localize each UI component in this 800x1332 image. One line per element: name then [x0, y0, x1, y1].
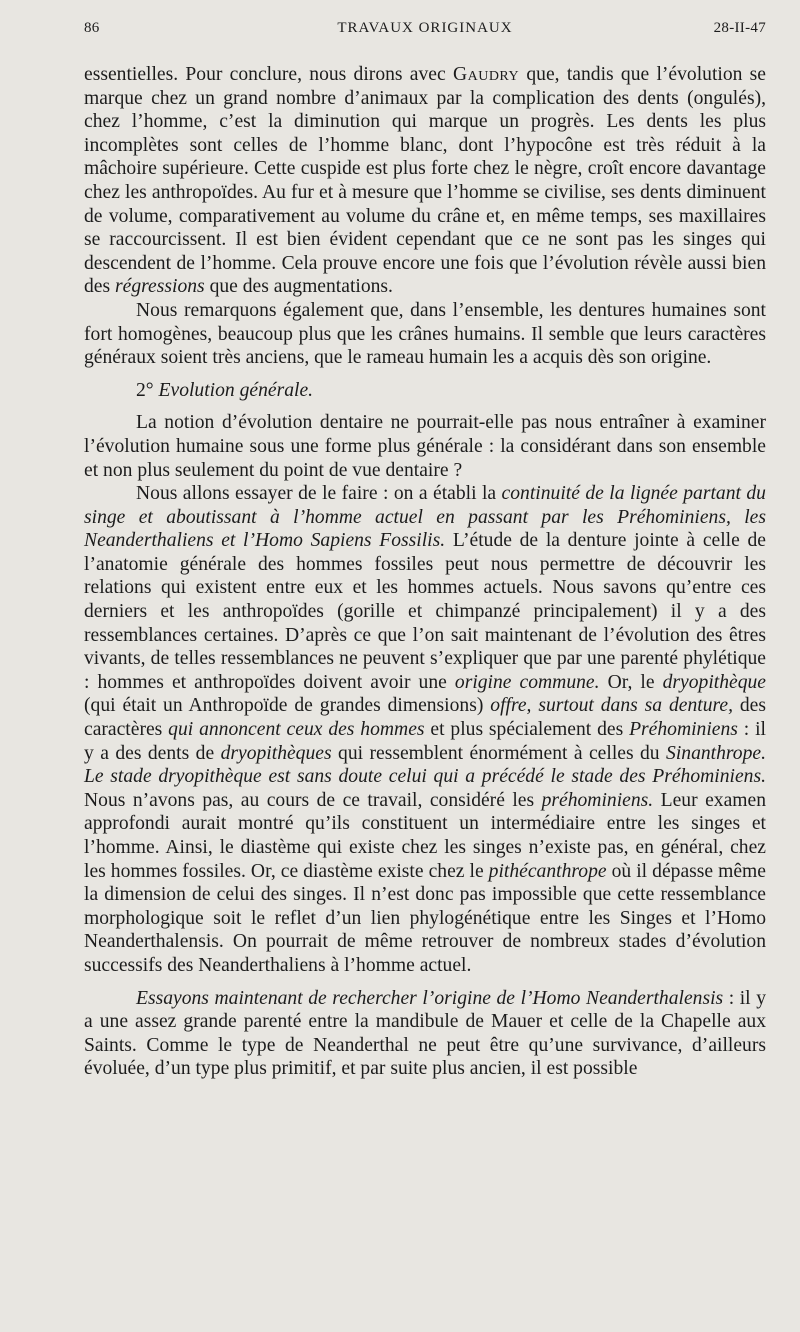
- emphasis: offre, surtout dans sa denture,: [490, 695, 733, 717]
- emphasis: Sinanthrope. Le stade dryopithèque est sans doute celui qui a précédé le stade des Préhominiens.: [84, 742, 766, 788]
- emphasis: préhominiens.: [541, 789, 654, 811]
- emphasis-regressions: régressions: [115, 276, 205, 298]
- text-run: des caractères: [84, 695, 766, 741]
- paragraph-3: La notion d’évolution dentaire ne pourrait-elle pas nous entraîner à examiner l’évolution humaine sous une forme plus générale : la considérant dans son ensemble et non plus seulement du point de vue dentaire ?: [84, 412, 766, 481]
- paragraph-5: [84, 987, 766, 1081]
- author-name-gaudry: Gaudry: [452, 64, 520, 85]
- body-text: [84, 63, 766, 1081]
- section-number: 2°: [136, 379, 159, 401]
- paragraph-1: [84, 63, 766, 299]
- text-run: que des augmentations.: [204, 276, 393, 298]
- text-run: essentielles. Pour conclure, nous dirons avec: [84, 64, 453, 85]
- text-run: que, tandis que l’évolution se marque chez un grand nombre d’animaux par la complication des dents (ongulés), chez l’homme, c’est la diminution qui marque un progrès. Les dents les plus incomplètes sont celles de l’homme blanc, dont l’hypocône est très réduit à la mâchoire supérieure. Cette cuspide est plus forte chez le nègre, croît encore davantage chez les anthropoïdes. Au fur et à mesure que l’homme se civilise, ses dents diminuent de volume, comparativement au volume du crâne et, en même temps, ses maxillaires se raccourcissent. Il est bien évident cependant que ce ne sont pas les singes qui descendent de l’homme. Cela prouve encore une fois que l’évolution révèle aussi bien des: [84, 64, 767, 298]
- section-heading: [84, 379, 766, 403]
- running-title: TRAVAUX ORIGINAUX: [337, 20, 513, 36]
- text-run: L’étude de la denture jointe à celle de l’anatomie générale des hommes fossiles peut nous permettre de découvrir les relations qui existent entre eux et les hommes actuels. Nous savons qu’entre ces derniers et les anthropoïdes (gorille et chimpanzé principalement) il y a des ressemblances certaines. D’après ce que l’on sait maintenant de l’évolution des êtres vivants, de telles ressemblances ne peuvent s’expliquer que par une parenté phylétique : hommes et anthropoïdes doivent avoir une: [84, 530, 766, 693]
- emphasis: qui annoncent ceux des hommes: [168, 719, 425, 741]
- text-run: : il y a des dents de: [84, 719, 766, 764]
- text-run: où il dépasse même la dimension de celui des singes. Il n’est donc pas impossible que cette ressemblance morphologique soit le reflet d’un lien phylogénétique entre les Singes et l’Homo Neanderthalensis. On pourrait de même retrouver de nombreux stades d’évolution successifs des Neanderthaliens à l’homme actuel.: [84, 860, 766, 976]
- emphasis: continuité de la lignée partant du singe et aboutissant à l’homme actuel en passant par les Préhominiens, les Neanderthaliens et l’Homo Sapiens Fossilis.: [84, 483, 766, 552]
- emphasis: origine commune.: [454, 671, 600, 693]
- text-run: qui ressemblent énormément à celles du: [331, 742, 667, 764]
- paragraph-4: [84, 482, 766, 977]
- emphasis: dryopithèques: [220, 742, 332, 764]
- section-title: Evolution générale.: [158, 379, 314, 401]
- page-number: 86: [84, 20, 100, 36]
- text-run: Leur examen approfondi aurait montré qu’ils constituent un intermédiaire entre les singes et l’homme. Ainsi, le diastème qui existe chez les singes n’existe pas, en général, chez les hommes fossiles. Or, ce diastème existe chez le: [84, 789, 766, 882]
- paragraph-2: Nous remarquons également que, dans l’ensemble, les dentures humaines sont fort homogènes, beaucoup plus que les crânes humains. Il semble que leurs caractères généraux soient très anciens, que le rameau humain les a acquis dès son origine.: [84, 299, 766, 369]
- emphasis: dryopithèque: [662, 671, 767, 693]
- emphasis: Essayons maintenant de rechercher l’origine de l’Homo Neanderthalensis: [136, 987, 724, 1009]
- text-run: Nous allons essayer de le faire : on a établi la: [136, 483, 502, 505]
- text-run: et plus spécialement des: [424, 719, 630, 741]
- text-run: : il y a une assez grande parenté entre la mandibule de Mauer et celle de la Chapelle aux Saints. Comme le type de Neanderthal ne peut être qu’une survivance, d’ailleurs évoluée, d’un type plus primitif, et par suite plus ancien, il est possible: [84, 987, 766, 1080]
- text-run: (qui était un Anthropoïde de grandes dimensions): [84, 695, 491, 717]
- text-run: Nous n’avons pas, au cours de ce travail, considéré les: [84, 789, 542, 811]
- emphasis: pithécanthrope: [488, 860, 607, 882]
- issue-date: 28-II-47: [713, 20, 766, 36]
- emphasis: Préhominiens: [629, 719, 738, 741]
- text-run: Or, le: [599, 671, 663, 693]
- running-header: [84, 20, 766, 46]
